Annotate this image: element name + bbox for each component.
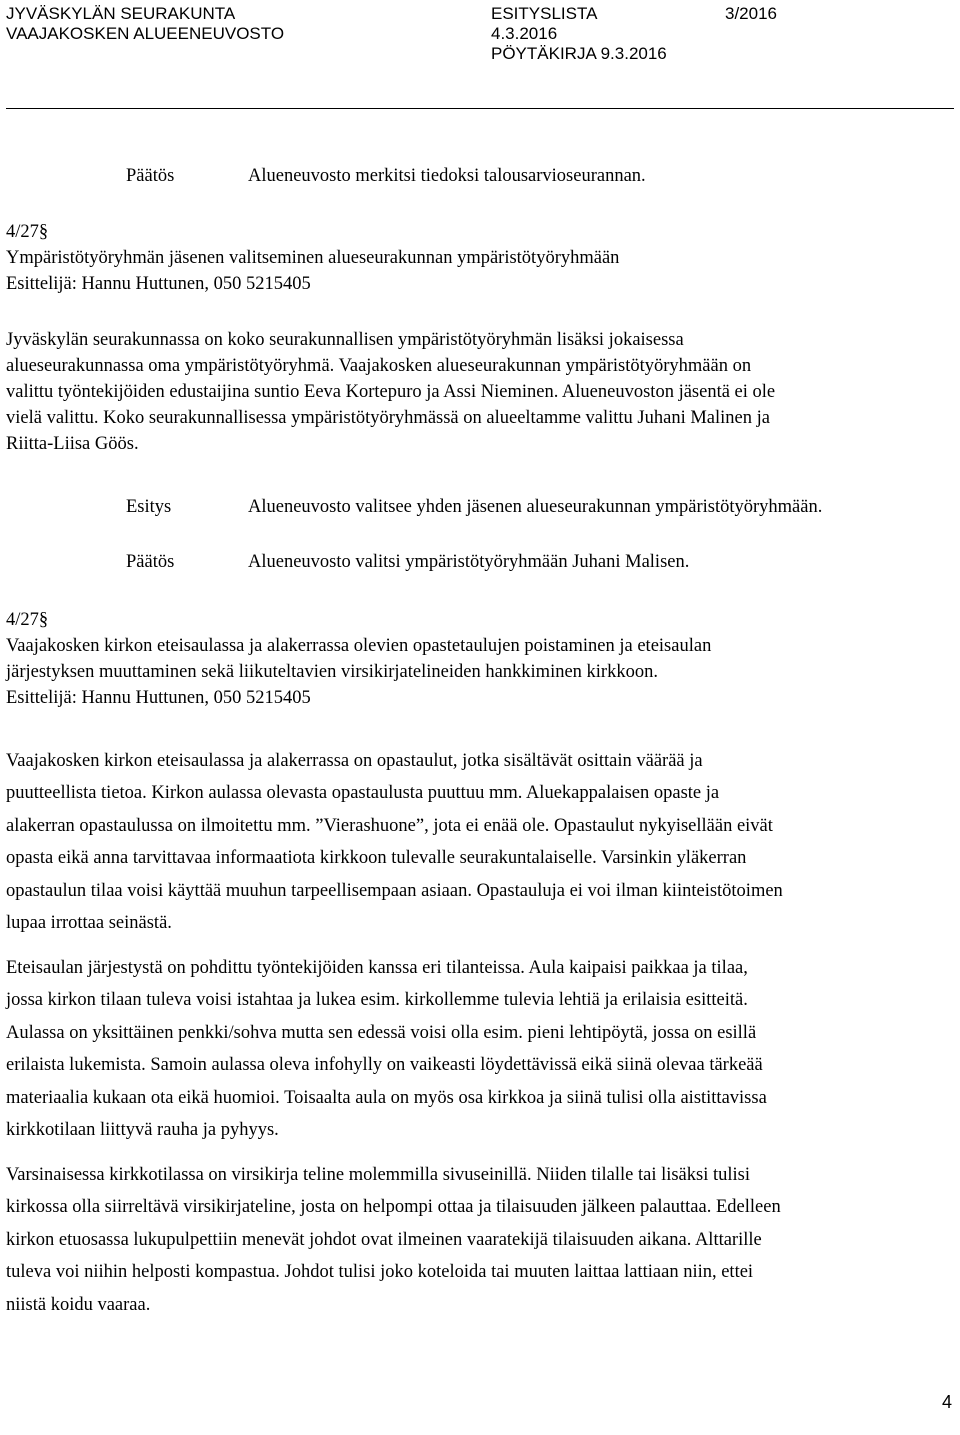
- item2-p1-line: opasta eikä anna tarvittavaa informaatiota kirkkoon tulevalle seurakuntalaiselle. Varsinkin yläkerran: [6, 848, 747, 869]
- header-agenda-date: 4.3.2016: [491, 24, 558, 43]
- item1-body-line: valittu työntekijöiden edustaijina suntio Eeva Kortepuro ja Assi Nieminen. Alueneuvoston jäsentä ei ole: [6, 382, 776, 402]
- item1-number: 4/27§: [6, 222, 49, 242]
- header-org: JYVÄSKYLÄN SEURAKUNTA: [6, 4, 236, 23]
- item1-proposal-text: Alueneuvosto valitsee yhden jäsenen alueseurakunnan ympäristötyöryhmään.: [248, 497, 823, 517]
- header-divider: [6, 108, 954, 109]
- item2-p2-line: erilaista lukemista. Samoin aulassa oleva infohylly on vaikeasti löydettävissä eikä siinä olevaa tärkeää: [6, 1055, 763, 1076]
- item1-proposal-label: Esitys: [126, 497, 172, 517]
- item1-body-line: Jyväskylän seurakunnassa on koko seurakunnallisen ympäristötyöryhmän lisäksi jokaisessa: [6, 330, 684, 350]
- item2-p3-line: kirkon etuosassa lukupulpettiin menevät johdot ovat ilmeinen vaaratekijä tilaisuuden aikana. Alttarille: [6, 1229, 762, 1250]
- item1-body-line: vielä valittu. Koko seurakunnallisessa ympäristötyöryhmässä on alueeltamme valittu Juhani Malinen ja: [6, 408, 770, 428]
- item2-p1-line: lupaa irrottaa seinästä.: [6, 912, 172, 933]
- item2-p1-line: Vaajakosken kirkon eteisaulassa ja alakerrassa on opastaulut, jotka sisältävät osittain väärää ja: [6, 751, 703, 771]
- item1-presenter: Esittelijä: Hannu Huttunen, 050 5215405: [6, 274, 311, 294]
- item2-heading: [6, 607, 954, 711]
- item2-p2-line: kirkkotilaan liittyvä rauha ja pyhyys.: [6, 1119, 279, 1140]
- item2-p3-line: niistä koidu vaaraa.: [6, 1294, 151, 1315]
- item2-p1-line: opastaulun tilaa voisi käyttää muuhun tarpeellisempaan asiaan. Opastauluja ei voi ilman kiinteistötoimen: [6, 880, 783, 901]
- header-minutes: PÖYTÄKIRJA 9.3.2016: [491, 44, 667, 63]
- item2-paragraph-3: [6, 1159, 954, 1321]
- prev-decision-label: Päätös: [126, 166, 175, 186]
- item2-presenter: Esittelijä: Hannu Huttunen, 050 5215405: [6, 688, 311, 708]
- item2-paragraph-2: [6, 952, 954, 1146]
- item1-heading: [6, 219, 954, 297]
- item2-title-line: Vaajakosken kirkon eteisaulassa ja alakerrassa olevien opastetaulujen poistaminen ja eteisaulan: [6, 636, 712, 656]
- item2-number: 4/27§: [6, 610, 49, 630]
- item2-p2-line: jossa kirkon tilaan tuleva voisi istahtaa ja lukea esim. kirkollemme tulevia lehtiä ja erilaisia esitteitä.: [6, 990, 748, 1011]
- item1-decision-label: Päätös: [126, 552, 175, 572]
- item2-p2-line: materiaalia kukaan ota eikä huomioi. Toisaalta aula on myös osa kirkkoa ja siinä tulisi olla aistittavissa: [6, 1087, 767, 1108]
- item1-body-line: Riitta-Liisa Göös.: [6, 434, 139, 454]
- prev-decision-text: Alueneuvosto merkitsi tiedoksi talousarvioseurannan.: [248, 166, 646, 186]
- item2-p3-line: kirkossa olla siirreltävä virsikirjateline, josta on helpompi ottaa ja tilaisuuden jälkeen palauttaa. Edelleen: [6, 1197, 781, 1218]
- item2-p1-line: alakerran opastaulussa on ilmoitettu mm. ”Vierashuone”, jota ei enää ole. Opastaulut nykyisellään eivät: [6, 815, 773, 836]
- header-unit: VAAJAKOSKEN ALUEENEUVOSTO: [6, 24, 285, 43]
- item1-title: Ympäristötyöryhmän jäsenen valitseminen alueseurakunnan ympäristötyöryhmään: [6, 248, 620, 268]
- item2-p2-line: Eteisaulan järjestystä on pohdittu työntekijöiden kanssa eri tilanteissa. Aula kaipaisi paikkaa ja tilaa,: [6, 958, 748, 978]
- item1-body: [6, 327, 954, 457]
- item2-p3-line: Varsinaisessa kirkkotilassa on virsikirja teline molemmilla sivuseinillä. Niiden tilalle tai lisäksi tulisi: [6, 1165, 750, 1185]
- item2-p3-line: tuleva voi niihin helposti kompastua. Johdot tulisi joko koteloida tai muuten laittaa lattiaan niin, ettei: [6, 1262, 754, 1283]
- item2-p1-line: puutteellista tietoa. Kirkon aulassa olevasta opastaulusta puuttuu mm. Aluekappalaisen opaste ja: [6, 783, 720, 804]
- item2-p2-line: Aulassa on yksittäinen penkki/sohva mutta sen edessä voisi olla esim. pieni lehtipöytä, jossa on esillä: [6, 1022, 757, 1043]
- item2-paragraph-1: [6, 745, 954, 939]
- item1-body-line: alueseurakunnassa oma ympäristötyöryhmä. Vaajakosken alueseurakunnan ympäristötyöryhmään on: [6, 356, 752, 376]
- header-agenda-number: 3/2016: [725, 4, 777, 23]
- item2-title-line: järjestyksen muuttaminen sekä liikuteltavien virsikirjatelineiden hankkiminen kirkkoon.: [6, 662, 658, 682]
- item1-decision-text: Alueneuvosto valitsi ympäristötyöryhmään Juhani Malisen.: [248, 552, 690, 572]
- header-agenda-label: ESITYSLISTA: [491, 4, 598, 23]
- page-number: 4: [941, 1392, 952, 1412]
